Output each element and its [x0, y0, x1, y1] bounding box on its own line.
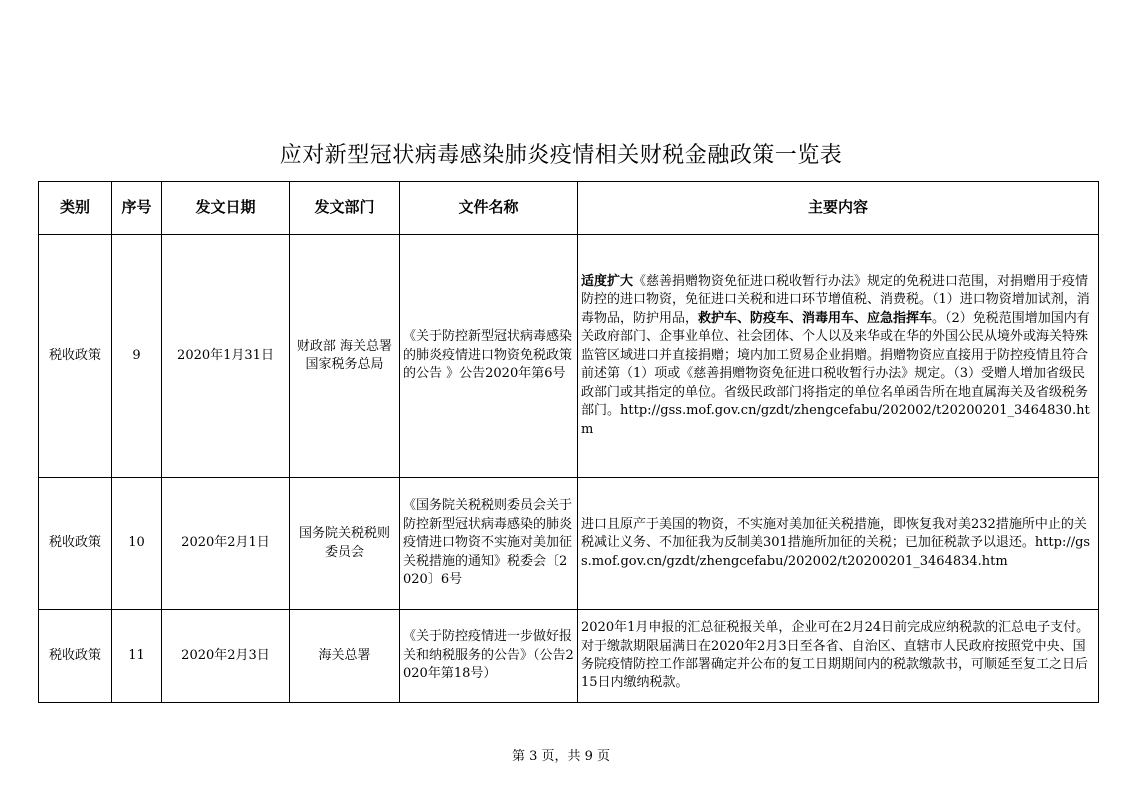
- document-cell: 《关于防控新型冠状病毒感染的肺炎疫情进口物资免税政策的公告 》公告2020年第6号: [400, 235, 578, 478]
- table-row: [39, 235, 1099, 478]
- content-cell: [578, 478, 1099, 610]
- content-cell: [578, 235, 1099, 478]
- department-cell: 国务院关税税则委员会: [290, 478, 400, 610]
- header-content: 主要内容: [578, 182, 1099, 235]
- content-segment: 。（2）免税范围增加国内有关政府部门、企事业单位、社会团体、个人以及来华或在华的外国公民从境外或海关特殊监管区域进口并直接捐赠；境内加工贸易企业捐赠。捐赠物资应直接用于防控疫情且符合前述第（1）项或《慈善捐赠物资免征进口税收暂行办法》规定。（3）受赠人增加省级民政部门或其指定的单位。省级民政部门将指定的单位名单函告所在地直属海关及省级税务部门。http://gss.mof.gov.cn/gzdt/zhengcefabu/202002/t20200201_3464830.htm: [581, 310, 1090, 437]
- date-cell: 2020年2月3日: [162, 610, 290, 703]
- content-segment: 《慈善捐赠物资免征进口税收暂行办法》规定的免税进口范围，对捐赠用于疫情防控的进口物资，免征进口关税和进口环节增值税、消费税。（1）进口物资增加试剂，消毒物品，防护用品，: [581, 273, 1090, 326]
- page-title: 应对新型冠状病毒感染肺炎疫情相关财税金融政策一览表: [279, 143, 843, 168]
- number-cell: 10: [112, 478, 162, 610]
- content-segment: 2020年1月申报的汇总征税报关单，企业可在2月24日前完成应纳税款的汇总电子支付。对于缴款期限届满日在2020年2月3日至各省、自治区、直辖市人民政府按照党中央、国务院疫情防控工作部署确定并公布的复工日期期间内的税款缴款书，可顺延至复工之日后15日内缴纳税款。: [581, 620, 1090, 691]
- header-date: 发文日期: [162, 182, 290, 235]
- category-cell: 税收政策: [39, 235, 112, 478]
- category-cell: 税收政策: [39, 478, 112, 610]
- department-cell: 海关总署: [290, 610, 400, 703]
- header-department: 发文部门: [290, 182, 400, 235]
- number-cell: 11: [112, 610, 162, 703]
- document-cell: 《关于防控疫情进一步做好报关和纳税服务的公告》（公告2020年第18号）: [400, 610, 578, 703]
- table-row: [39, 610, 1099, 703]
- number-cell: 9: [112, 235, 162, 478]
- header-category: 类别: [39, 182, 112, 235]
- content-segment: 适度扩大: [581, 273, 634, 289]
- date-cell: 2020年1月31日: [162, 235, 290, 478]
- content-cell: [578, 610, 1099, 703]
- table-row: [39, 478, 1099, 610]
- header-document: 文件名称: [400, 182, 578, 235]
- table-header-row: [39, 182, 1099, 235]
- department-cell: 财政部 海关总署 国家税务总局: [290, 235, 400, 478]
- page-footer: 第 3 页，共 9 页: [511, 749, 611, 764]
- policy-table: [38, 181, 1099, 703]
- date-cell: 2020年2月1日: [162, 478, 290, 610]
- header-number: 序号: [112, 182, 162, 235]
- category-cell: 税收政策: [39, 610, 112, 703]
- document-cell: 《国务院关税税则委员会关于防控新型冠状病毒感染的肺炎疫情进口物资不实施对美加征关税措施的通知》税委会〔2020〕6号: [400, 478, 578, 610]
- content-segment: 救护车、防疫车、消毒用车、应急指挥车: [698, 310, 933, 326]
- content-segment: 进口且原产于美国的物资，不实施对美加征关税措施，即恢复我对美232措施所中止的关税减让义务、不加征我为反制美301措施所加征的关税；已加征税款予以退还。http://gss.mof.gov.cn/gzdt/zhengcefabu/202002/t20200201_3464834.htm: [581, 516, 1091, 569]
